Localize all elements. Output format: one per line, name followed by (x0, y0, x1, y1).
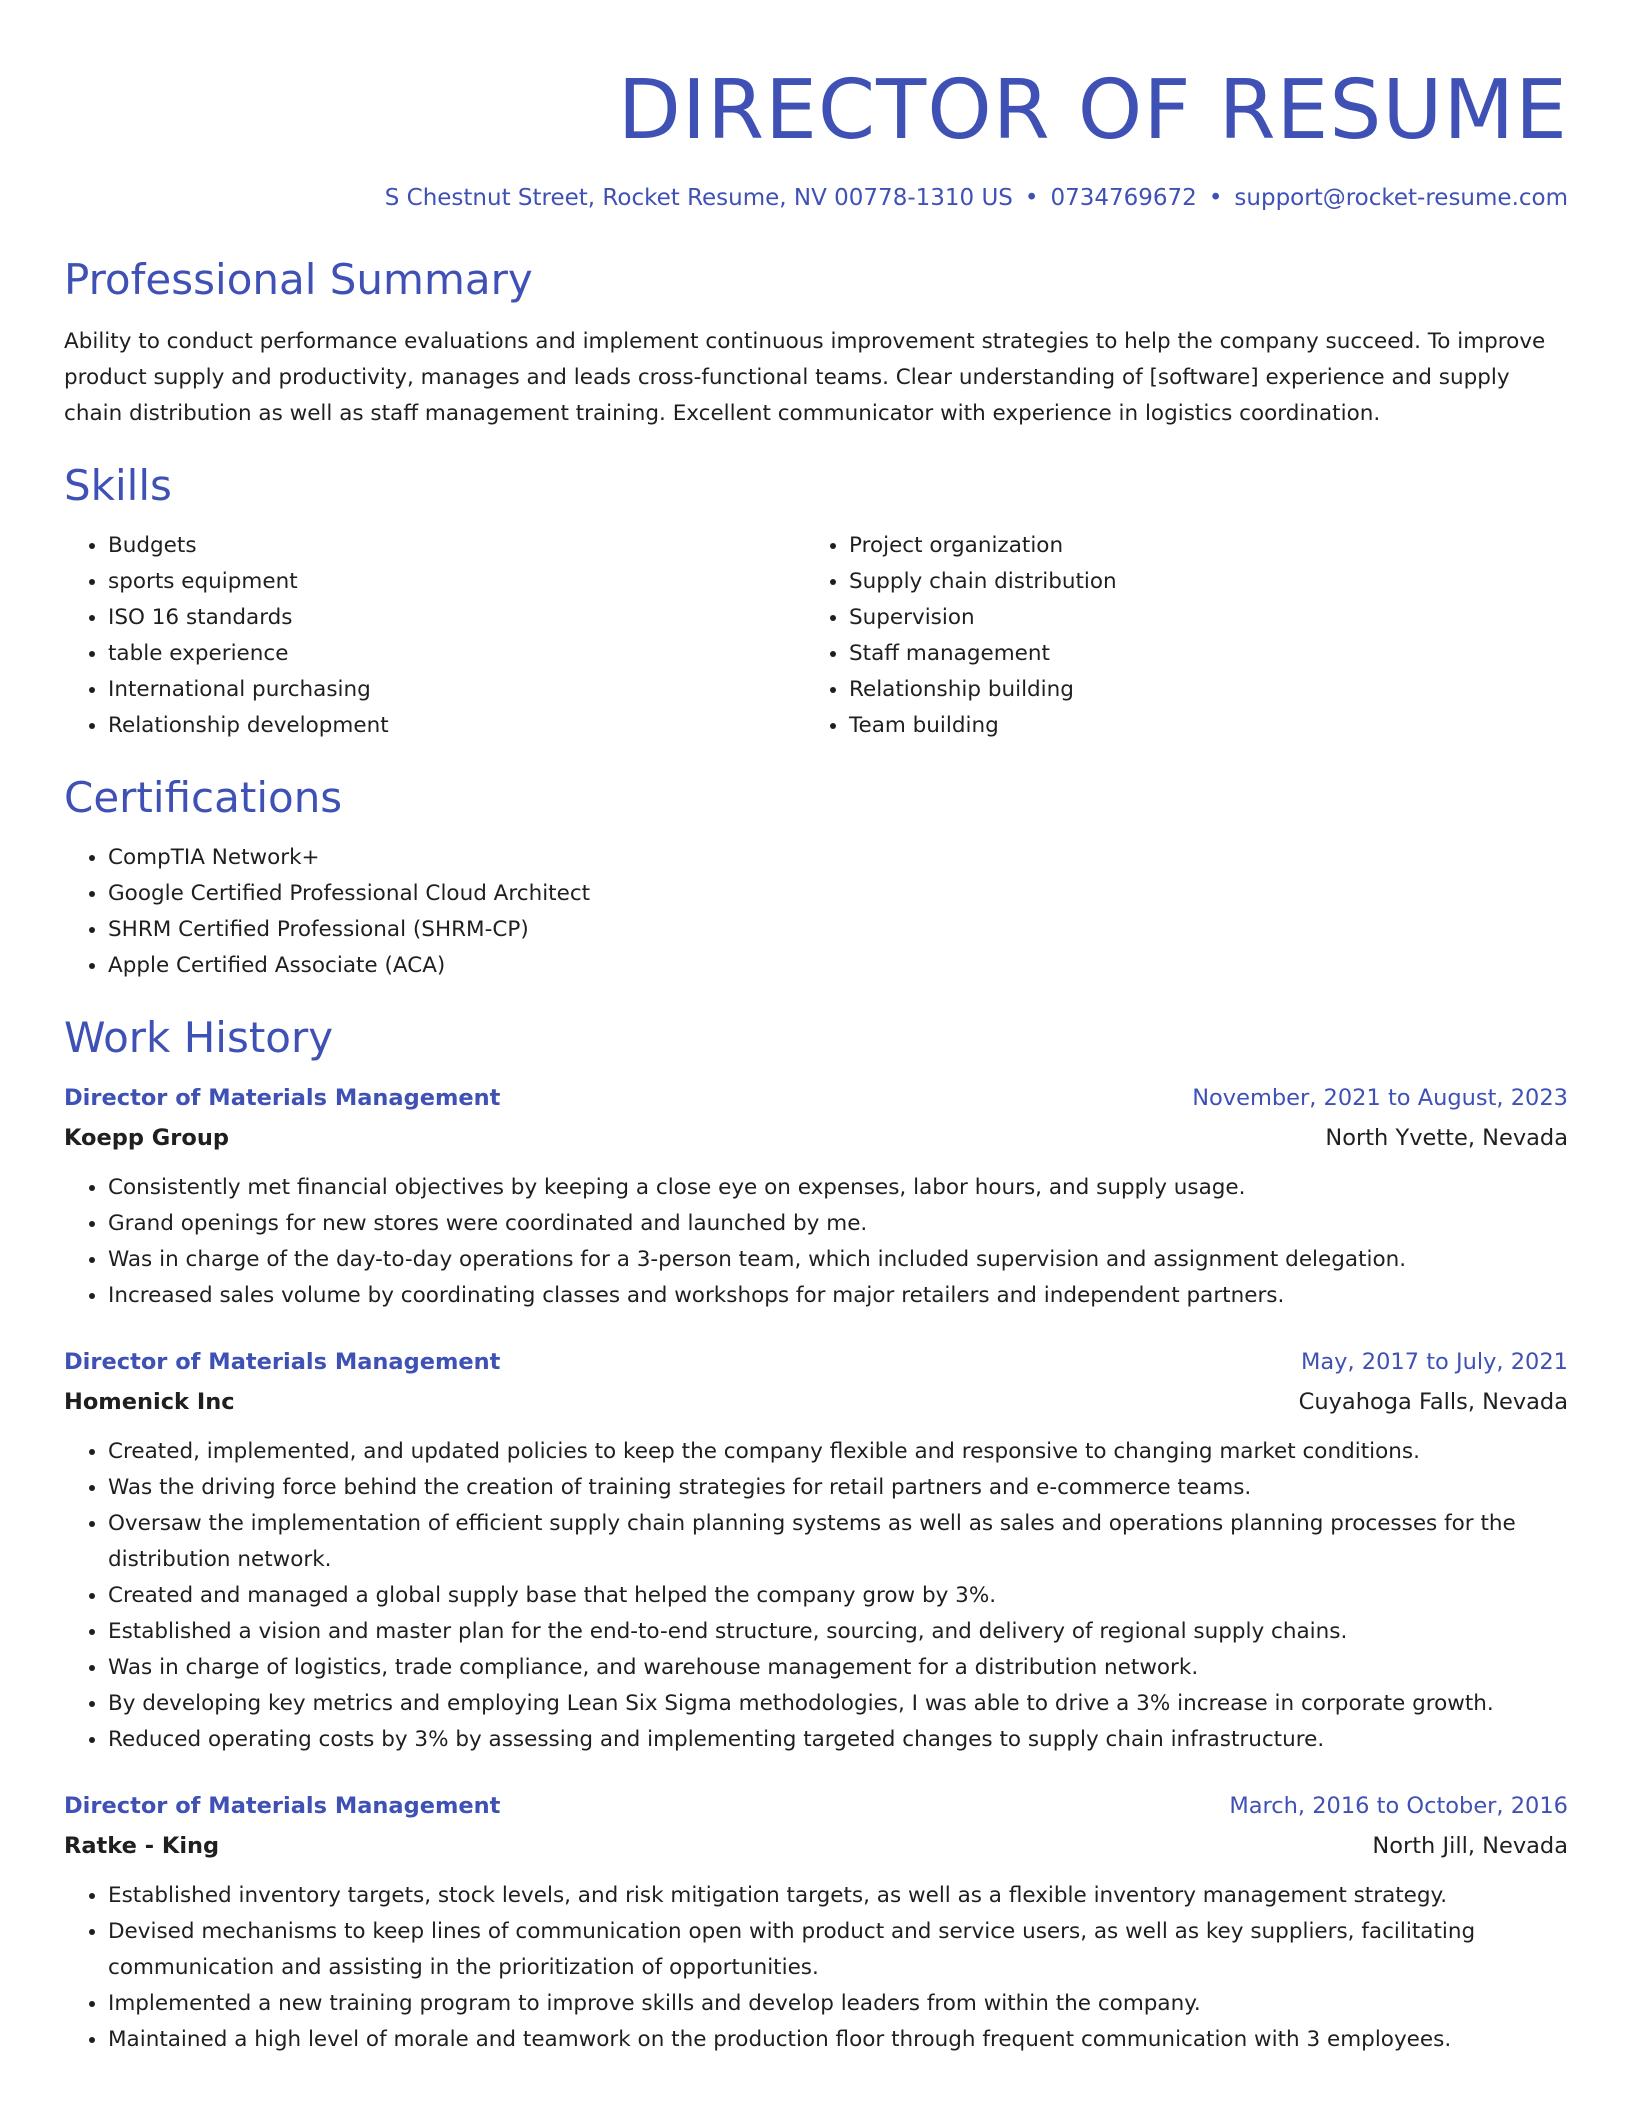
summary-title: Professional Summary (64, 255, 533, 304)
job-header (64, 1786, 1568, 1826)
skill-item: • Staff management (849, 636, 1546, 672)
certification-item: • Google Certified Professional Cloud Architect (108, 876, 1568, 912)
skill-item: • Relationship development (108, 708, 805, 744)
certifications-title: Certifications (64, 773, 343, 822)
job-bullet: • Grand openings for new stores were coordinated and launched by me. (108, 1206, 1568, 1242)
job-subheader (64, 1826, 1568, 1866)
job-bullet: • By developing key metrics and employing Lean Six Sigma methodologies, I was able to drive a 3% increase in corporate growth. (108, 1686, 1568, 1722)
job-subheader (64, 1118, 1568, 1158)
skills-list-left (64, 528, 805, 744)
skills-section (64, 458, 1568, 744)
job-bullets (64, 1878, 1568, 2058)
resume-name: DIRECTOR OF RESUME (617, 63, 1568, 158)
job-bullet: • Was in charge of logistics, trade compliance, and warehouse management for a distribution network. (108, 1650, 1568, 1686)
job-dates: November, 2021 to August, 2023 (1192, 1085, 1568, 1111)
job-company: Homenick Inc (64, 1389, 235, 1415)
summary-text: Ability to conduct performance evaluations and implement continuous improvement strategies to help the company succeed. To improve product supply and productivity, manages and leads cross-functional teams. Clear understanding of [software] experience and supply chain distribution as well as staff management training. Excellent communicator with experience in logistics coordination. (64, 329, 1546, 426)
job-entry (64, 1078, 1568, 1314)
skill-item: • Supply chain distribution (849, 564, 1546, 600)
job-bullets (64, 1434, 1568, 1758)
skill-item: • sports equipment (108, 564, 805, 600)
work-history-section (64, 1010, 1568, 2058)
skills-title: Skills (64, 461, 172, 510)
job-bullet: • Was in charge of the day-to-day operations for a 3-person team, which included supervision and assignment delegation. (108, 1242, 1568, 1278)
job-bullet: • Oversaw the implementation of efficient supply chain planning systems as well as sales and operations planning processes for the distribution network. (108, 1506, 1568, 1578)
job-location: Cuyahoga Falls, Nevada (1298, 1389, 1568, 1415)
skill-item: • ISO 16 standards (108, 600, 805, 636)
certification-item: • SHRM Certified Professional (SHRM-CP) (108, 912, 1568, 948)
summary-section (64, 252, 1568, 432)
skill-item: • table experience (108, 636, 805, 672)
skill-item: • Budgets (108, 528, 805, 564)
job-bullet: • Created and managed a global supply base that helped the company grow by 3%. (108, 1578, 1568, 1614)
skill-item: • Project organization (849, 528, 1546, 564)
skills-grid (64, 528, 1568, 744)
job-company: Koepp Group (64, 1125, 229, 1151)
skill-item: • Supervision (849, 600, 1546, 636)
job-dates: March, 2016 to October, 2016 (1229, 1793, 1568, 1819)
job-title: Director of Materials Management (64, 1349, 501, 1375)
job-bullet: • Established a vision and master plan for the end-to-end structure, sourcing, and delivery of regional supply chains. (108, 1614, 1568, 1650)
certifications-section (64, 770, 1568, 984)
job-bullet: • Reduced operating costs by 3% by assessing and implementing targeted changes to supply chain infrastructure. (108, 1722, 1568, 1758)
job-bullet: • Consistently met financial objectives by keeping a close eye on expenses, labor hours, and supply usage. (108, 1170, 1568, 1206)
contact-email: support@rocket-resume.com (1234, 185, 1568, 211)
job-entry (64, 1342, 1568, 1758)
skill-item: • Team building (849, 708, 1546, 744)
job-company: Ratke - King (64, 1833, 220, 1859)
skill-item: • Relationship building (849, 672, 1546, 708)
job-title: Director of Materials Management (64, 1793, 501, 1819)
contact-line (64, 180, 1568, 216)
contact-address: S Chestnut Street, Rocket Resume, NV 00778-1310 US (384, 185, 1013, 211)
contact-separator: • (1024, 185, 1039, 211)
contact-phone: 0734769672 (1050, 185, 1197, 211)
skills-list-right (805, 528, 1546, 744)
job-bullets (64, 1170, 1568, 1314)
job-title: Director of Materials Management (64, 1085, 501, 1111)
job-bullet: • Devised mechanisms to keep lines of communication open with product and service users, as well as key suppliers, facilitating communication and assisting in the prioritization of opportunities. (108, 1914, 1568, 1986)
job-header (64, 1342, 1568, 1382)
job-header (64, 1078, 1568, 1118)
certification-item: • Apple Certified Associate (ACA) (108, 948, 1568, 984)
certification-item: • CompTIA Network+ (108, 840, 1568, 876)
work-history-title: Work History (64, 1013, 334, 1062)
job-entry (64, 1786, 1568, 2058)
job-bullet: • Established inventory targets, stock levels, and risk mitigation targets, as well as a flexible inventory management strategy. (108, 1878, 1568, 1914)
job-bullet: • Was the driving force behind the creation of training strategies for retail partners and e-commerce teams. (108, 1470, 1568, 1506)
job-bullet: • Increased sales volume by coordinating classes and workshops for major retailers and independent partners. (108, 1278, 1568, 1314)
job-bullet: • Created, implemented, and updated policies to keep the company flexible and responsive to changing market conditions. (108, 1434, 1568, 1470)
job-subheader (64, 1382, 1568, 1422)
job-bullet: • Maintained a high level of morale and teamwork on the production floor through frequent communication with 3 employees. (108, 2022, 1568, 2058)
job-location: North Yvette, Nevada (1325, 1125, 1568, 1151)
job-dates: May, 2017 to July, 2021 (1300, 1349, 1568, 1375)
job-bullet: • Implemented a new training program to improve skills and develop leaders from within the company. (108, 1986, 1568, 2022)
job-location: North Jill, Nevada (1372, 1833, 1568, 1859)
contact-separator: • (1208, 185, 1223, 211)
certifications-list (64, 840, 1568, 984)
skill-item: • International purchasing (108, 672, 805, 708)
